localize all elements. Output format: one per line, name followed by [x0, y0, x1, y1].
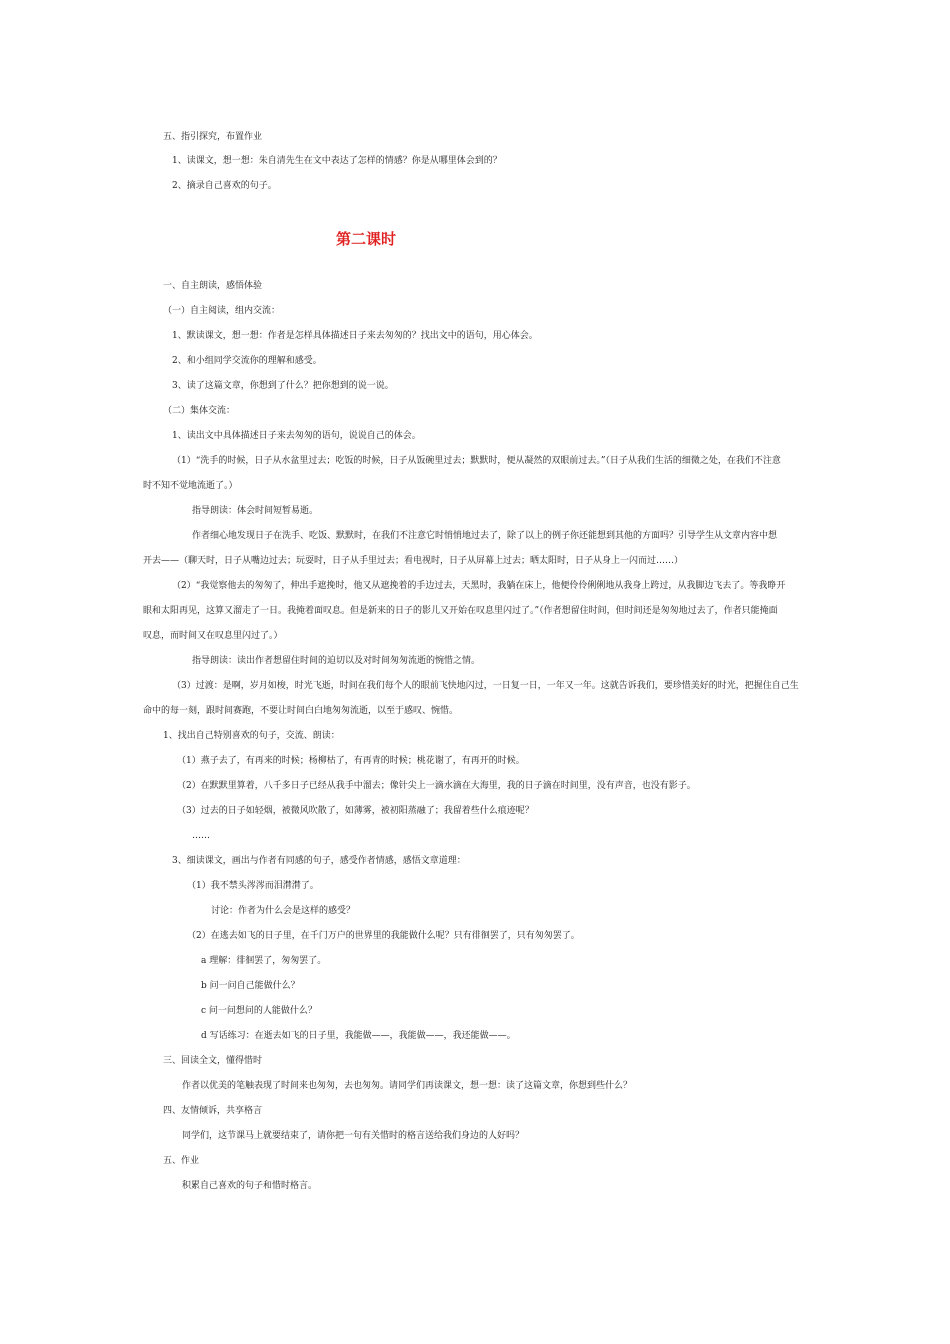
- homework-item-2: 2、摘录自己喜欢的句子。: [172, 181, 277, 191]
- section-title: 第二课时: [336, 230, 397, 248]
- quote-item: （1）我不禁头涔涔而泪潸潸了。: [187, 881, 319, 891]
- paragraph-line: 命中的每一刻，跟时间赛跑，不要让时间白白地匆匆流逝，以至于感叹、惋惜。: [143, 706, 459, 716]
- paragraph-line: 眼和太阳再见，这算又溜走了一日。我掩着面叹息。但是新来的日子的影儿又开始在叹息里闪过了。”（作者想留住时间，但时间还是匆匆地过去了，作者只能掩面: [143, 606, 778, 616]
- paragraph-line: 同学们，这节课马上就要结束了，请你把一句有关惜时的格言送给我们身边的人好吗？: [182, 1131, 525, 1141]
- subheading-2: （二）集体交流：: [163, 406, 236, 416]
- paragraph-line: 3、读了这篇文章，你想到了什么？把你想到的说一说。: [172, 381, 394, 391]
- sub-item: b 问一问自己能做什么？: [201, 981, 300, 991]
- reading-guide: 指导朗读：体会时间短暂易逝。: [192, 506, 319, 516]
- heading-assign-homework: 五、指引探究，布置作业: [163, 132, 263, 142]
- paragraph-line: 1、读出文中具体描述日子来去匆匆的语句，说说自己的体会。: [172, 431, 421, 441]
- paragraph-line: 叹息，而时间又在叹息里闪过了。）: [143, 631, 283, 641]
- sub-item: a 理解：徘徊罢了，匆匆罢了。: [201, 956, 327, 966]
- quote-item: （1）燕子去了，有再来的时候；杨柳枯了，有再青的时候；桃花谢了，有再开的时候。: [177, 756, 525, 766]
- paragraph-line: （2）“我觉察他去的匆匆了，伸出手遮挽时，他又从遮挽着的手边过去，天黑时，我躺在床上，他便伶伶俐俐地从我身上跨过，从我脚边飞去了。等我睁开: [172, 581, 786, 591]
- quote-item: （2）在逃去如飞的日子里，在千门万户的世界里的我能做什么呢？只有徘徊罢了，只有匆匆罢了。: [187, 931, 580, 941]
- heading-part-1: 一、自主朗读，感悟体验: [163, 281, 263, 291]
- subheading-1: （一）自主阅读，组内交流：: [163, 306, 281, 316]
- paragraph-line: 3、细读课文，画出与作者有同感的句子，感受作者情感，感悟文章道理：: [172, 856, 466, 866]
- heading-part-4: 四、友情倾诉，共享格言: [163, 1106, 263, 1116]
- paragraph-line: 1、默读课文，想一想：作者是怎样具体描述日子来去匆匆的？找出文中的语句，用心体会。: [172, 331, 538, 341]
- paragraph-line: （3）过渡：是啊，岁月如梭，时光飞逝，时间在我们每个人的眼前飞快地闪过，一日复一日，一年又一年。这就告诉我们，要珍惜美好的时光，把握住自己生: [172, 681, 799, 691]
- paragraph-line: （1）“洗手的时候，日子从水盆里过去；吃饭的时候，日子从饭碗里过去；默默时，便从凝然的双眼前过去。”（日子从我们生活的细微之处，在我们不注意: [172, 456, 781, 466]
- paragraph-line: 作者细心地发现日子在洗手、吃饭、默默时，在我们不注意它时悄悄地过去了，除了以上的例子你还能想到其他的方面吗？引导学生从文章内容中想: [192, 531, 778, 541]
- paragraph-line: 2、和小组同学交流你的理解和感受。: [172, 356, 322, 366]
- quote-item: （3）过去的日子如轻烟，被微风吹散了，如薄雾，被初阳蒸融了；我留着些什么痕迹呢？: [177, 806, 534, 816]
- sub-item: c 问一问想问的人能做什么？: [201, 1006, 317, 1016]
- sub-item: d 写话练习：在逝去如飞的日子里，我能做——，我能做——，我还能做——。: [201, 1031, 516, 1041]
- paragraph-line: 1、找出自己特别喜欢的句子，交流、朗读：: [163, 731, 340, 741]
- discussion-line: 讨论：作者为什么会是这样的感受？: [211, 906, 356, 916]
- paragraph-line: 积累自己喜欢的句子和惜时格言。: [182, 1181, 318, 1191]
- homework-item-1: 1、读课文，想一想：朱自清先生在文中表达了怎样的情感？你是从哪里体会到的？: [172, 156, 502, 166]
- paragraph-line: 作者以优美的笔触表现了时间来也匆匆，去也匆匆。请同学们再读课文，想一想：读了这篇文章，你想到些什么？: [182, 1081, 633, 1091]
- ellipsis: ……: [192, 831, 210, 841]
- paragraph-line: 开去——（聊天时，日子从嘴边过去；玩耍时，日子从手里过去；看电视时，日子从屏幕上过去；晒太阳时，日子从身上一闪而过……）: [143, 556, 684, 566]
- heading-part-5: 五、作业: [163, 1156, 200, 1166]
- quote-item: （2）在默默里算着，八千多日子已经从我手中溜去；像针尖上一滴水滴在大海里，我的日子滴在时间里，没有声音，也没有影子。: [177, 781, 696, 791]
- reading-guide: 指导朗读：读出作者想留住时间的迫切以及对时间匆匆流逝的惋惜之情。: [192, 656, 481, 666]
- paragraph-line: 时不知不觉地流逝了。）: [143, 481, 238, 491]
- heading-part-3: 三、回读全文，懂得惜时: [163, 1056, 263, 1066]
